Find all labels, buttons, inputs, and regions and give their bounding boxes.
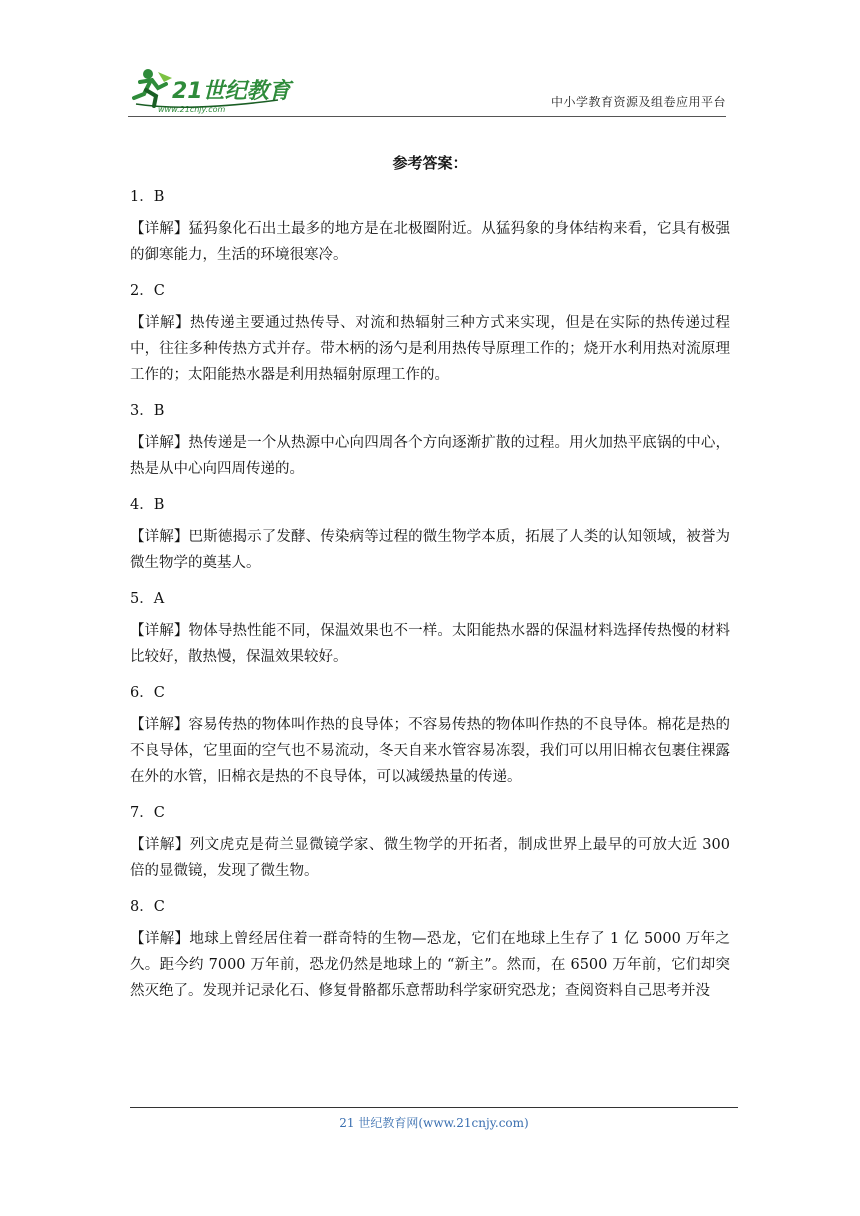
answer-detail: 【详解】巴斯德揭示了发酵、传染病等过程的微生物学本质，拓展了人类的认知领域，被誉为微生物学的奠基人。 bbox=[130, 529, 730, 571]
answer-detail: 【详解】猛犸象化石出土最多的地方是在北极圈附近。从猛犸象的身体结构来看，它具有极强的御寒能力，生活的环境很寒冷。 bbox=[130, 221, 730, 263]
site-logo[interactable] bbox=[128, 60, 298, 116]
answer-detail: 【详解】物体导热性能不同，保温效果也不一样。太阳能热水器的保温材料选择传热慢的材料比较好，散热慢，保温效果较好。 bbox=[130, 623, 730, 665]
answer-number: 2．C bbox=[130, 283, 165, 299]
answer-detail: 【详解】热传递主要通过热传导、对流和热辐射三种方式来实现，但是在实际的热传递过程中，往往多种传热方式并存。带木柄的汤勺是利用热传导原理工作的；烧开水利用热对流原理工作的；太阳能热水器是利用热辐射原理工作的。 bbox=[130, 315, 730, 383]
page-header bbox=[128, 60, 726, 117]
answer-number: 1．B bbox=[130, 189, 165, 205]
answer-detail: 【详解】列文虎克是荷兰显微镜学家、微生物学的开拓者，制成世界上最早的可放大近 300 倍的显微镜，发现了微生物。 bbox=[130, 837, 730, 879]
answer-number: 8．C bbox=[130, 899, 165, 915]
footer-divider bbox=[130, 1107, 738, 1108]
answer-detail: 【详解】容易传热的物体叫作热的良导体；不容易传热的物体叫作热的不良导体。棉花是热的不良导体，它里面的空气也不易流动，冬天自来水管容易冻裂，我们可以用旧棉衣包裹住裸露在外的水管，旧棉衣是热的不良导体，可以减缓热量的传递。 bbox=[130, 717, 730, 785]
logo-url-text: www.21cnjy.com bbox=[158, 105, 226, 114]
answer-number: 6．C bbox=[130, 685, 165, 701]
answer-detail: 【详解】热传递是一个从热源中心向四周各个方向逐渐扩散的过程。用火加热平底锅的中心，热是从中心向四周传递的。 bbox=[130, 435, 730, 477]
page-title: 参考答案： bbox=[392, 154, 468, 172]
answer-number: 3．B bbox=[130, 403, 165, 419]
answer-detail: 【详解】地球上曾经居住着一群奇特的生物—恐龙，它们在地球上生存了 1 亿 5000 万年之久。距今约 7000 万年前，恐龙仍然是地球上的 “新主”。然而，在 6500 万年前，它们却突然灭绝了。发现并记录化石、修复骨骼都乐意帮助科学家研究恐龙；查阅资料自己思考并没 bbox=[130, 931, 730, 999]
footer-text: 21 世纪教育网(www.21cnjy.com) bbox=[339, 1116, 529, 1130]
runner-logo-icon bbox=[128, 60, 298, 116]
answer-number: 7．C bbox=[130, 805, 165, 821]
answer-content bbox=[130, 150, 730, 1014]
answer-number: 4．B bbox=[130, 497, 165, 513]
answer-number: 5．A bbox=[130, 591, 165, 607]
logo-text: 21世纪教育 bbox=[172, 79, 291, 104]
answer-list bbox=[130, 184, 730, 1004]
platform-name: 中小学教育资源及组卷应用平台 bbox=[550, 95, 726, 109]
